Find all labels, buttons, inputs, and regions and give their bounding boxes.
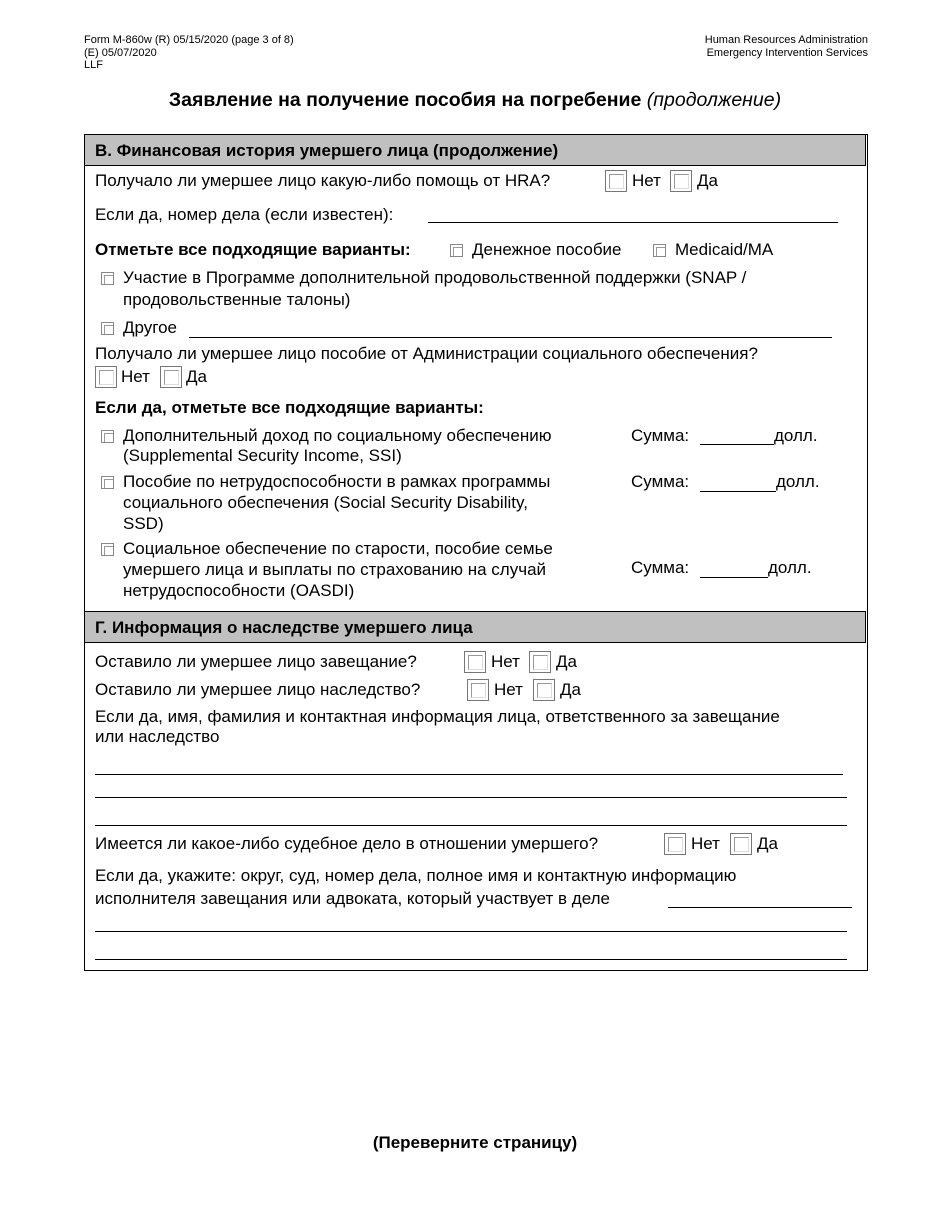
ssa-yes-label: Да — [186, 367, 207, 386]
hra-no-checkbox[interactable] — [605, 170, 627, 192]
court-details-field-inline[interactable] — [668, 907, 852, 908]
court-details-field-line-2[interactable] — [95, 959, 847, 960]
will-no-label: Нет — [491, 652, 520, 671]
hra-no-label: Нет — [632, 171, 661, 190]
court-no-label: Нет — [691, 834, 720, 853]
form-identifier — [84, 34, 294, 72]
q-court-case: Имеется ли какое-либо судебное дело в отношении умершего? — [95, 834, 599, 853]
medicaid-checkbox[interactable] — [653, 244, 666, 257]
agency-line-1: Human Resources Administration — [704, 34, 868, 46]
form-revision: (E) 05/07/2020 — [84, 46, 157, 59]
ssa-no-label: Нет — [121, 367, 150, 386]
agency-name — [705, 34, 868, 59]
page-title — [0, 89, 950, 112]
will-yes-label: Да — [556, 652, 577, 671]
will-yes-checkbox[interactable] — [529, 651, 551, 673]
will-no-checkbox[interactable] — [464, 651, 486, 673]
section-g-heading: Г. Информация о наследстве умершего лица — [84, 611, 866, 643]
ssi-checkbox[interactable] — [101, 430, 114, 443]
turn-page-note: (Переверните страницу) — [372, 1133, 578, 1152]
contact-label-line-2: или наследство — [95, 727, 220, 746]
case-number-field[interactable] — [428, 222, 838, 223]
ssa-yes-checkbox[interactable] — [160, 366, 182, 388]
oasdi-amount-field[interactable] — [700, 577, 768, 578]
oasdi-amount-label: Сумма: — [631, 558, 690, 577]
form-number: Form M-860w (R) 05/15/2020 (page 3 of 8) — [84, 34, 294, 46]
ssd-amount-label: Сумма: — [631, 472, 690, 491]
hra-yes-checkbox[interactable] — [670, 170, 692, 192]
ssd-label-line-2: социального обеспечения (Social Security Disability, — [123, 493, 528, 512]
page-title-main: Заявление на получение пособия на погребение — [168, 89, 642, 111]
court-details-field-line-1[interactable] — [95, 931, 847, 932]
case-number-label: Если да, номер дела (если известен): — [95, 205, 394, 224]
snap-label-line-2: продовольственные талоны) — [123, 290, 351, 309]
contact-field-line-1[interactable] — [95, 774, 843, 775]
q-ssa-benefits: Получало ли умершее лицо пособие от Администрации социального обеспечения? — [95, 344, 758, 363]
ssd-label-line-1: Пособие по нетрудоспособности в рамках программы — [123, 472, 551, 491]
ssd-currency: долл. — [776, 472, 820, 491]
q-estate: Оставило ли умершее лицо наследство? — [95, 680, 421, 699]
hra-yes-label: Да — [697, 171, 718, 190]
q-will: Оставило ли умершее лицо завещание? — [95, 652, 417, 671]
snap-checkbox[interactable] — [101, 272, 114, 285]
cash-assistance-checkbox[interactable] — [450, 244, 463, 257]
medicaid-label: Medicaid/MA — [675, 240, 774, 259]
contact-label-line-1: Если да, имя, фамилия и контактная информация лица, ответственного за завещание — [95, 707, 780, 726]
section-v-heading: В. Финансовая история умершего лица (продолжение) — [84, 134, 866, 166]
estate-no-label: Нет — [494, 680, 523, 699]
estate-yes-label: Да — [560, 680, 581, 699]
contact-field-line-3[interactable] — [95, 825, 847, 826]
ssi-amount-label: Сумма: — [631, 426, 690, 445]
cash-assistance-label: Денежное пособие — [472, 240, 622, 259]
estate-yes-checkbox[interactable] — [533, 679, 555, 701]
estate-no-checkbox[interactable] — [467, 679, 489, 701]
check-all-label: Отметьте все подходящие варианты: — [95, 240, 411, 259]
oasdi-label-line-1: Социальное обеспечение по старости, пособие семье — [123, 539, 553, 558]
ssd-amount-field[interactable] — [700, 491, 776, 492]
ssi-label-line-2: (Supplemental Security Income, SSI) — [123, 446, 402, 465]
ssi-label-line-1: Дополнительный доход по социальному обеспечению — [123, 426, 552, 445]
page-title-suffix: (продолжение) — [646, 89, 782, 111]
ssd-checkbox[interactable] — [101, 476, 114, 489]
ssd-label-line-3: SSD) — [123, 514, 164, 533]
ssi-currency: долл. — [774, 426, 818, 445]
ssa-no-checkbox[interactable] — [95, 366, 117, 388]
oasdi-label-line-3: нетрудоспособности (OASDI) — [123, 581, 355, 600]
other-label: Другое — [123, 318, 178, 337]
court-yes-checkbox[interactable] — [730, 833, 752, 855]
court-details-line-2: исполнителя завещания или адвоката, который участвует в деле — [95, 889, 610, 908]
contact-field-line-2[interactable] — [95, 797, 847, 798]
court-yes-label: Да — [757, 834, 778, 853]
oasdi-label-line-2: умершего лица и выплаты по страхованию на случай — [123, 560, 547, 579]
other-checkbox[interactable] — [101, 322, 114, 335]
oasdi-currency: долл. — [768, 558, 812, 577]
check-all-if-yes-label: Если да, отметьте все подходящие варианты: — [95, 398, 484, 417]
snap-label-line-1: Участие в Программе дополнительной продовольственной поддержки (SNAP / — [123, 268, 747, 287]
court-no-checkbox[interactable] — [664, 833, 686, 855]
oasdi-checkbox[interactable] — [101, 543, 114, 556]
form-language-code: LLF — [84, 59, 103, 71]
court-details-line-1: Если да, укажите: округ, суд, номер дела, полное имя и контактную информацию — [95, 866, 737, 885]
other-field[interactable] — [189, 337, 832, 338]
agency-line-2: Emergency Intervention Services — [706, 46, 868, 59]
ssi-amount-field[interactable] — [700, 444, 774, 445]
q-hra-assistance: Получало ли умершее лицо какую-либо помощь от HRA? — [95, 171, 551, 190]
